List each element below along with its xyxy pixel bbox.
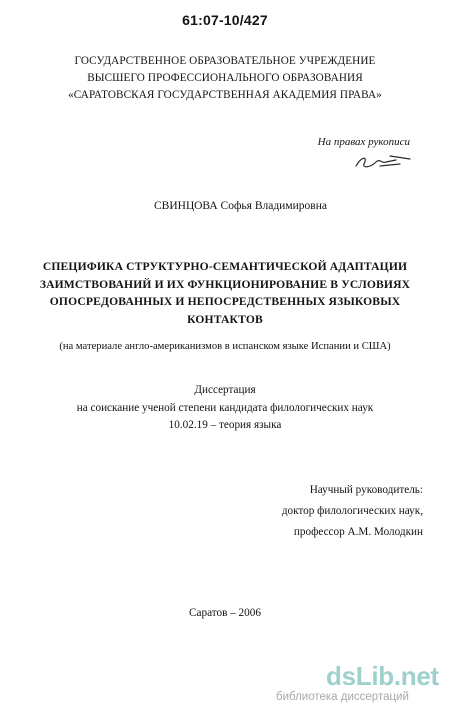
watermark-logo: dsLib.net xyxy=(326,661,439,691)
author-name: СВИНЦОВА Софья Владимировна xyxy=(154,200,327,212)
supervisor-line: профессор А.М. Молодкин xyxy=(293,526,423,538)
institution-line: ГОСУДАРСТВЕННОЕ ОБРАЗОВАТЕЛЬНОЕ УЧРЕЖДЕНИЕ xyxy=(74,55,376,67)
dissertation-line: Диссертация xyxy=(194,384,256,396)
dissertation-title xyxy=(0,258,450,328)
watermark-tagline: библиотека диссертаций xyxy=(276,691,409,703)
watermark xyxy=(326,661,450,692)
manuscript-rights-note: На правах рукописи xyxy=(317,136,410,148)
document-code: 61:07-10/427 xyxy=(182,12,268,28)
institution-line: ВЫСШЕГО ПРОФЕССИОНАЛЬНОГО ОБРАЗОВАНИЯ xyxy=(87,72,363,84)
dissertation-line: на соискание ученой степени кандидата филологических наук xyxy=(76,401,374,414)
dissertation-info xyxy=(0,382,450,435)
supervisor-line: доктор филологических наук, xyxy=(281,505,423,517)
supervisor-block xyxy=(0,480,423,543)
dissertation-line: 10.02.19 – теория языка xyxy=(168,419,282,431)
institution-block xyxy=(0,53,450,104)
dissertation-subtitle: (на материале англо-американизмов в испанском языке Испании и США) xyxy=(59,341,391,352)
title-line: ОПОСРЕДОВАННЫХ И НЕПОСРЕДСТВЕННЫХ ЯЗЫКОВЫХ xyxy=(49,295,401,308)
supervisor-line: Научный руководитель: xyxy=(309,484,423,496)
place-year: Саратов – 2006 xyxy=(189,607,261,619)
handwritten-signature xyxy=(350,150,420,174)
institution-line: «САРАТОВСКАЯ ГОСУДАРСТВЕННАЯ АКАДЕМИЯ ПРАВА» xyxy=(68,89,382,101)
title-line: КОНТАКТОВ xyxy=(187,312,263,326)
title-line: СПЕЦИФИКА СТРУКТУРНО-СЕМАНТИЧЕСКОЙ АДАПТАЦИИ xyxy=(42,260,408,273)
title-line: ЗАИМСТВОВАНИЙ И ИХ ФУНКЦИОНИРОВАНИЕ В УСЛОВИЯХ xyxy=(39,277,411,291)
